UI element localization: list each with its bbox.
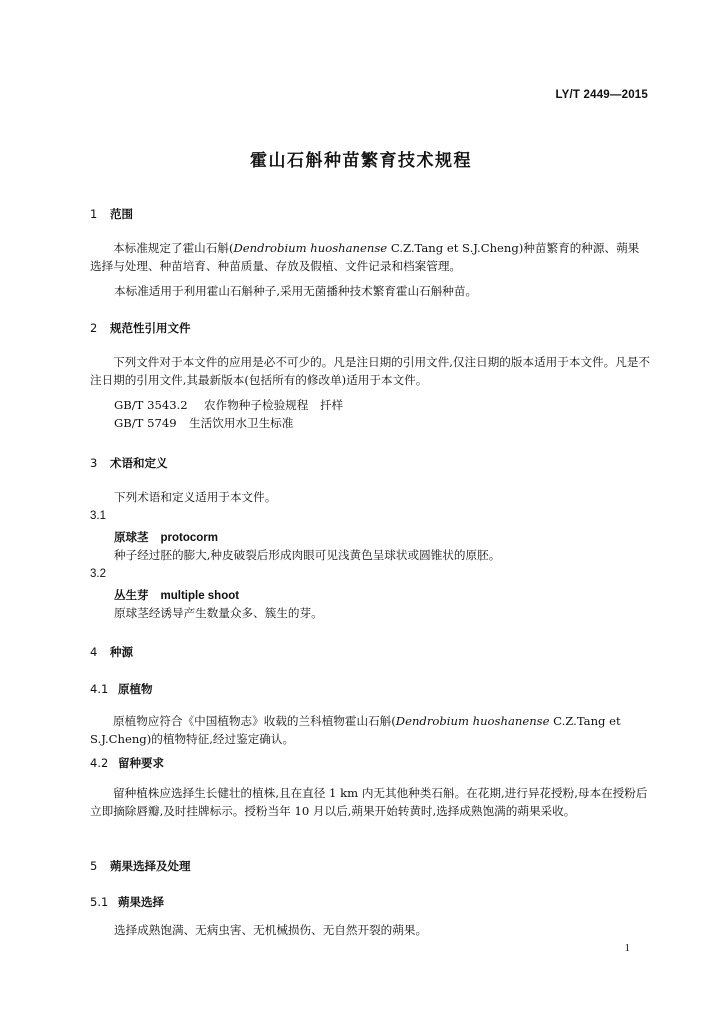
section-number: 1 xyxy=(90,207,98,221)
section-number: 4.2 xyxy=(90,756,109,770)
text-run: 下列文件对于本文件的应用是必不可少的。凡是注日期的引用文件,仅注日期的版本适用于本文件。凡是不注日期的引用文件,其最新版本(包括所有的修改单)适用于本文件。 xyxy=(90,355,651,387)
section-1-paragraph-1 xyxy=(90,239,650,275)
section-number: 5.1 xyxy=(90,895,109,909)
page-number: 1 xyxy=(624,942,630,954)
section-4-2-heading xyxy=(90,755,164,771)
reference-item xyxy=(114,397,343,413)
term-heading xyxy=(114,529,218,545)
section-4-1-paragraph xyxy=(90,712,650,748)
text-run: C.Z.Tang et S.J.Cheng)的植物特征,经过鉴定确认。 xyxy=(90,714,621,746)
scientific-name: Dendrobium huoshanense xyxy=(395,714,550,728)
term-definition: 种子经过胚的膨大,种皮破裂后形成肉眼可见浅黄色呈球状或圆锥状的原胚。 xyxy=(114,548,501,562)
section-1-heading xyxy=(90,206,133,222)
scientific-name: Dendrobium huoshanense xyxy=(233,241,388,255)
term-chinese: 丛生芽 xyxy=(114,588,149,602)
section-title: 蒴果选择及处理 xyxy=(110,859,191,873)
section-4-heading xyxy=(90,644,133,660)
section-title: 留种要求 xyxy=(118,756,164,770)
section-4-2-paragraph xyxy=(90,784,650,820)
text-run: 原植物应符合《中国植物志》收载的兰科植物霍山石斛( xyxy=(113,714,396,728)
text-run: 本标准规定了霍山石斛( xyxy=(113,241,234,255)
section-number: 4 xyxy=(90,645,98,659)
section-title: 规范性引用文件 xyxy=(110,321,191,335)
section-title: 蒴果选择 xyxy=(118,895,164,909)
term-number: 3.1 xyxy=(90,510,106,522)
reference-code: GB/T 3543.2 xyxy=(114,398,188,412)
term-english: multiple shoot xyxy=(160,590,240,602)
text-run: 留种植株应选择生长健壮的植株,且在直径 1 km 内无其他种类石斛。在花期,进行异花授粉,母本在授粉后立即摘除唇瓣,及时挂牌标示。授粉当年 10 月以后,蒴果开始转黄时,选择成熟饱满的蒴果采收。 xyxy=(90,786,648,818)
section-1-paragraph-2: 本标准适用于利用霍山石斛种子,采用无菌播种技术繁育霍山石斛种苗。 xyxy=(114,284,478,298)
section-title: 原植物 xyxy=(118,682,153,696)
term-heading xyxy=(114,587,239,603)
section-5-heading xyxy=(90,858,191,874)
section-title: 种源 xyxy=(110,645,133,659)
section-number: 4.1 xyxy=(90,682,109,696)
section-number: 5 xyxy=(90,859,98,873)
reference-item xyxy=(114,415,293,431)
reference-title: 生活饮用水卫生标准 xyxy=(189,416,294,430)
section-3-intro: 下列术语和定义适用于本文件。 xyxy=(114,490,277,504)
text-run: C.Z.Tang et S.J.Cheng)种苗繁育的种源、蒴果选择与处理、种苗培育、种苗质量、存放及假植、文件记录和档案管理。 xyxy=(90,241,640,273)
section-number: 2 xyxy=(90,321,98,335)
section-3-heading xyxy=(90,455,168,471)
term-chinese: 原球茎 xyxy=(114,530,149,544)
reference-code: GB/T 5749 xyxy=(114,416,177,430)
section-title: 范围 xyxy=(110,207,133,221)
term-definition: 原球茎经诱导产生数量众多、簇生的芽。 xyxy=(114,606,323,620)
section-number: 3 xyxy=(90,456,98,470)
standard-code: LY/T 2449—2015 xyxy=(555,89,648,101)
document-title: 霍山石斛种苗繁育技术规程 xyxy=(250,151,472,171)
term-number: 3.2 xyxy=(90,568,106,580)
section-2-paragraph xyxy=(90,353,650,389)
section-2-heading xyxy=(90,320,191,336)
section-title: 术语和定义 xyxy=(110,456,168,470)
section-5-1-paragraph: 选择成熟饱满、无病虫害、无机械损伤、无自然开裂的蒴果。 xyxy=(114,923,428,937)
term-english: protocorm xyxy=(160,532,218,544)
section-4-1-heading xyxy=(90,681,153,697)
reference-title: 农作物种子检验规程 扦样 xyxy=(204,398,344,412)
section-5-1-heading xyxy=(90,894,164,910)
